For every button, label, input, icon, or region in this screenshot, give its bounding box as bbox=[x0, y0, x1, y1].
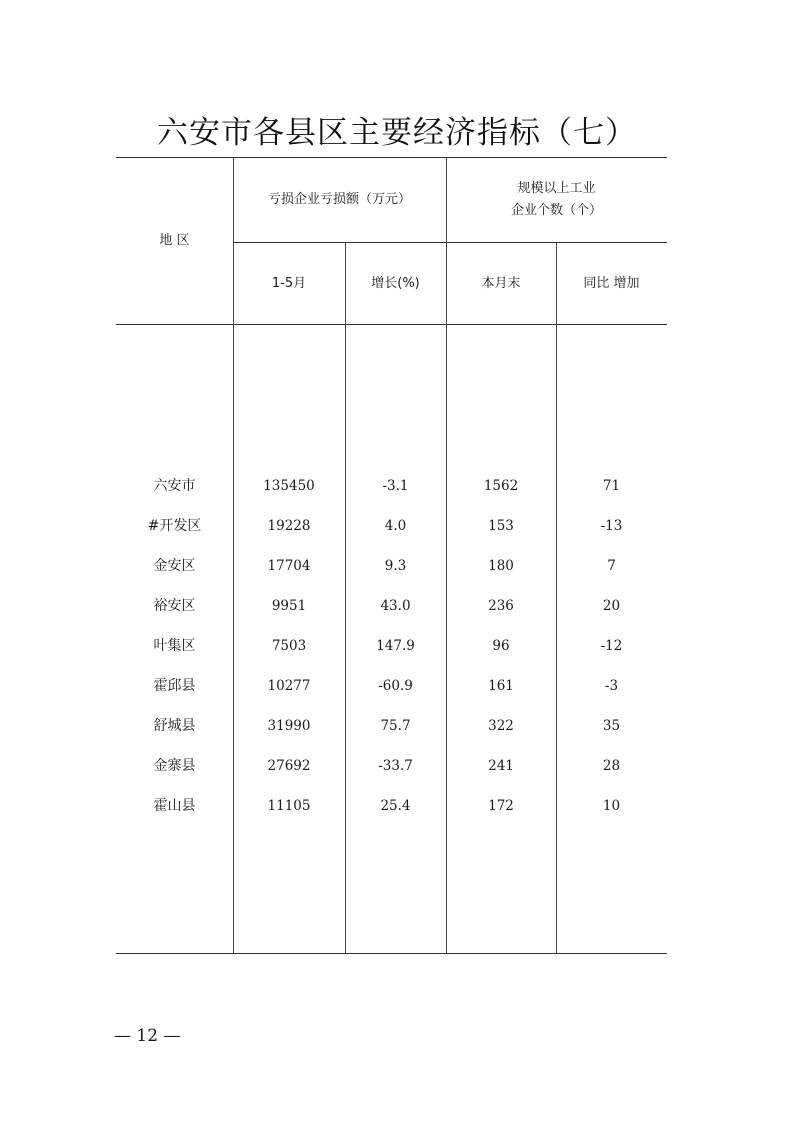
loss-amount-cell: 9951 bbox=[271, 598, 307, 614]
enterprise-count-cell: 1562 bbox=[483, 478, 519, 494]
growth-cell: 4.0 bbox=[384, 518, 407, 534]
loss-amount-cell: 19228 bbox=[267, 518, 311, 534]
loss-amount-cell: 135450 bbox=[263, 478, 315, 494]
yoy-increase-cell: 35 bbox=[602, 718, 621, 734]
loss-amount-cell: 31990 bbox=[267, 718, 311, 734]
header-jan-may: 1-5月 bbox=[271, 276, 307, 291]
growth-cell: -60.9 bbox=[378, 678, 413, 694]
header-growth: 增长(%) bbox=[371, 276, 420, 291]
growth-cell: -3.1 bbox=[382, 478, 409, 494]
enterprise-count-cell: 241 bbox=[488, 758, 514, 774]
region-cell: 霍山县 bbox=[153, 798, 196, 814]
region-cell: 六安市 bbox=[153, 478, 196, 494]
yoy-increase-cell: 10 bbox=[602, 798, 621, 814]
growth-cell: 25.4 bbox=[380, 798, 411, 814]
header-enterprise-count-1: 规模以上工业 bbox=[517, 181, 596, 196]
table-bottom-rule bbox=[116, 953, 667, 954]
loss-amount-cell: 27692 bbox=[267, 758, 311, 774]
growth-cell: 43.0 bbox=[380, 598, 411, 614]
enterprise-count-cell: 322 bbox=[488, 718, 514, 734]
enterprise-count-cell: 153 bbox=[488, 518, 514, 534]
growth-cell: -33.7 bbox=[378, 758, 413, 774]
region-cell: 叶集区 bbox=[153, 638, 196, 654]
table-top-rule bbox=[116, 157, 667, 158]
region-cell: #开发区 bbox=[147, 518, 202, 534]
header-month-end: 本月末 bbox=[481, 276, 521, 291]
yoy-increase-cell: -12 bbox=[600, 638, 623, 654]
header-enterprise-count-2: 企业个数（个） bbox=[510, 203, 602, 218]
header-yoy-increase: 同比 增加 bbox=[583, 276, 640, 291]
enterprise-count-cell: 180 bbox=[488, 558, 514, 574]
loss-amount-cell: 17704 bbox=[267, 558, 311, 574]
growth-cell: 9.3 bbox=[384, 558, 407, 574]
region-cell: 舒城县 bbox=[153, 718, 196, 734]
loss-amount-cell: 10277 bbox=[267, 678, 311, 694]
yoy-increase-cell: 71 bbox=[602, 478, 621, 494]
loss-amount-cell: 7503 bbox=[271, 638, 307, 654]
enterprise-count-cell: 96 bbox=[492, 638, 510, 654]
region-cell: 霍邱县 bbox=[153, 678, 196, 694]
enterprise-count-cell: 161 bbox=[488, 678, 514, 694]
region-cell: 金安区 bbox=[153, 558, 196, 574]
growth-cell: 147.9 bbox=[376, 638, 415, 654]
page-title: 六安市各县区主要经济指标（七） bbox=[157, 115, 637, 151]
header-region: 地 区 bbox=[159, 233, 190, 248]
header-loss-amount: 亏损企业亏损额（万元） bbox=[267, 192, 411, 207]
growth-cell: 75.7 bbox=[380, 718, 411, 734]
page-number: — 12 — bbox=[114, 1026, 181, 1046]
enterprise-count-cell: 172 bbox=[488, 798, 514, 814]
region-cell: 裕安区 bbox=[153, 598, 196, 614]
region-cell: 金寨县 bbox=[153, 758, 196, 774]
header-mid-rule bbox=[233, 242, 667, 243]
yoy-increase-cell: -13 bbox=[600, 518, 623, 534]
yoy-increase-cell: -3 bbox=[604, 678, 619, 694]
yoy-increase-cell: 20 bbox=[602, 598, 621, 614]
yoy-increase-cell: 7 bbox=[607, 558, 616, 574]
enterprise-count-cell: 236 bbox=[488, 598, 514, 614]
header-bottom-rule bbox=[116, 324, 667, 325]
yoy-increase-cell: 28 bbox=[602, 758, 621, 774]
loss-amount-cell: 11105 bbox=[267, 798, 311, 814]
